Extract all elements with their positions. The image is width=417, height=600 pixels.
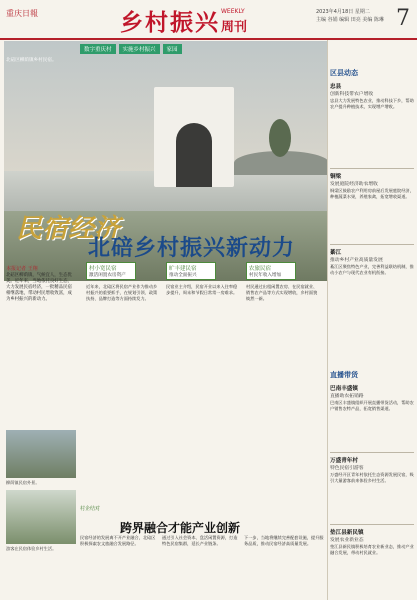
divider <box>330 168 414 169</box>
tag-sub: 村民年收入增加 <box>249 273 282 278</box>
tag-sub: 推动全面振兴 <box>169 273 197 278</box>
brief-sub-5: 特色民宿引游客 <box>330 466 364 471</box>
nav-tab-2[interactable]: 实施乡村振兴 <box>119 44 160 54</box>
section-head-district: 区县动态 <box>330 68 358 77</box>
brief-title-2: 铜梁 <box>330 174 342 180</box>
article-col-3: 村民通过出租闲置农房、在民宿就业、销售农产品等方式实现增收，乡村面貌焕然一新。 <box>246 284 318 301</box>
page-title: 乡村振兴 <box>120 9 220 36</box>
brief-title-6: 垫江县新民镇 <box>330 530 364 536</box>
brief-sub-4: 直播助农拓销路 <box>330 394 364 399</box>
tag-label: 旷丰建民宿 <box>169 266 197 272</box>
main-headline: 北碚乡村振兴新动力 <box>88 235 296 261</box>
page-number: 7 <box>396 6 410 31</box>
dateline: 2023年4月18日 星期二 <box>316 9 370 15</box>
brief-title-1: 忠县 <box>330 84 342 90</box>
hero-side-caption: 北碚区柳荫镇乡村民宿。 <box>6 58 57 63</box>
calligraphy-title: 民宿经济 <box>16 214 121 244</box>
right-column <box>330 40 414 600</box>
brief-text-2: 铜梁区鼓励农户利用房前屋后发展庭院经济，种植蔬菜水果，养殖家禽，拓宽增收渠道。 <box>330 188 414 199</box>
brief-text-6: 垫江县新民镇积极培育农业新业态，推动产业融合发展，带动村民就业。 <box>330 544 414 555</box>
bottom-col-3: 下一步，当地将继续完善配套设施，提升服务品质，推动民宿经济高质量发展。 <box>244 535 324 546</box>
subhead-tag-2 <box>166 262 216 280</box>
bottom-col-2: 通过引入社会资本、盘活闲置资源，打造特色民宿集群，延长产业链条。 <box>162 535 238 546</box>
subhead-tag-1 <box>86 262 136 280</box>
editors-line: 主编 谷娟 编辑 田亮 美编 陈琳 <box>316 17 384 23</box>
weekly-label: WEEKLY <box>221 8 245 15</box>
tag-label: 村小宽民宿 <box>89 266 117 272</box>
zhoukan-label: 周刊 <box>221 20 248 35</box>
photo-caption-1: 柳荫镇民宿外景。 <box>6 480 40 485</box>
subhead-tag-3 <box>246 262 296 280</box>
bottom-headline: 跨界融合才能产业创新 <box>120 521 241 535</box>
brief-sub-6: 发展农业新业态 <box>330 538 364 543</box>
bottom-kicker: 村企结对 <box>80 506 101 512</box>
masthead <box>0 0 417 40</box>
byline: 本报记者 王翔 <box>6 266 38 272</box>
paper-name: 重庆日報 <box>6 9 38 18</box>
column-divider <box>327 40 328 600</box>
brief-sub-1: 创新科技带农户增收 <box>330 92 374 97</box>
divider <box>330 244 414 245</box>
nav-tab-3[interactable]: 家园 <box>163 44 182 54</box>
brief-title-3: 綦江 <box>330 250 342 256</box>
brief-title-5: 万盛青年村 <box>330 458 358 464</box>
brief-text-4: 巴南区丰盛镇组织开展直播带货活动，帮助农户销售农特产品，拓宽销售渠道。 <box>330 400 414 411</box>
lead-paragraph: 北碚区柳荫镇，气候宜人，生态优美。近年来，当地依托良好生态，大力发展民宿经济，一批精品民宿相继落地，带动村民增收致富，成为乡村振兴的新动力。 <box>6 273 72 302</box>
nav-tabs <box>80 44 182 54</box>
brief-sub-3: 推动乡村产业高质量发展 <box>330 258 383 263</box>
photo-homestay-exterior <box>6 430 76 478</box>
brief-title-4: 巴南丰盛镇 <box>330 386 358 392</box>
article-col-2: 民宿业主介绍，民宿开业以来入住率稳步提升，周末和节假日常常一房难求。 <box>166 284 238 295</box>
nav-tab-1[interactable]: 数字重庆村 <box>80 44 116 54</box>
tag-sub: 激活闲置农房资产 <box>89 273 126 278</box>
bottom-col-1: 民宿经济的发展离不开产业融合，北碚区积极探索农文旅融合发展路径。 <box>80 535 156 546</box>
divider <box>330 524 414 525</box>
homestay-building <box>154 87 234 187</box>
photo-caption-2: 游客在民宿体验乡村生活。 <box>6 546 57 551</box>
photo-visitors <box>6 490 76 544</box>
divider <box>330 452 414 453</box>
brief-sub-2: 发展庭院经济助农增收 <box>330 182 378 187</box>
tag-label: 农旅民宿 <box>249 266 272 272</box>
brief-text-5: 万盛经开区青年村依托生态资源发展民宿，吸引大量游客前来体验乡村生活。 <box>330 472 414 483</box>
section-head-live: 直播带货 <box>330 370 358 379</box>
article-col-1: 近年来，北碚区将民宿产业作为推动乡村振兴的重要抓手，在规划引领、政策扶持、品牌打造等方面持续发力。 <box>86 284 158 301</box>
brief-text-3: 綦江区聚焦特色产业，完善利益联结机制，推动小农户与现代农业有机衔接。 <box>330 264 414 275</box>
tree <box>269 119 291 157</box>
brief-text-1: 忠县大力发展特色农业，推动科技下乡，帮助农户提升种植技术，实现增产增收。 <box>330 98 414 109</box>
